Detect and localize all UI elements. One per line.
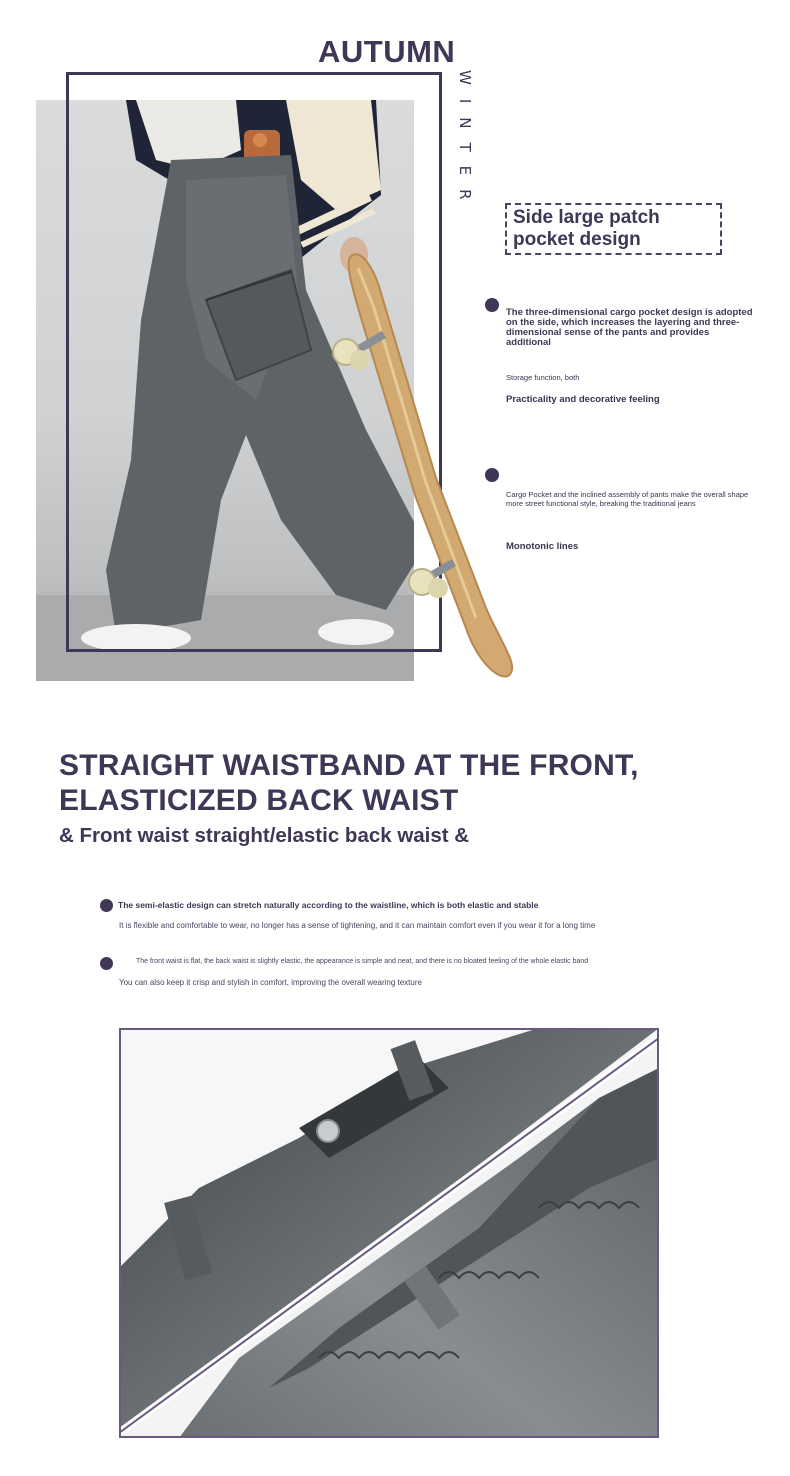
section-heading-line: ELASTICIZED BACK WAIST — [59, 784, 459, 817]
waist-point-title: The front waist is flat, the back waist is slightly elastic, the appearance is simple and neat, and there is no bloated feeling of the whole elastic band — [136, 958, 589, 965]
bullet-dot — [485, 298, 499, 312]
feature-point-note: Storage function, both — [506, 373, 580, 382]
feature-title-line: Side large patch — [513, 207, 660, 228]
feature-title-box — [505, 203, 722, 255]
bullet-dot — [100, 899, 113, 912]
section-heading-line: STRAIGHT WAISTBAND AT THE FRONT, — [59, 749, 639, 782]
skateboard-image — [326, 248, 526, 678]
waist-point-text: It is flexible and comfortable to wear, no longer has a sense of tightening, and it can maintain comfort even if you wear it for a long time — [119, 921, 596, 930]
feature-point-emphasis: Monotonic lines — [506, 541, 579, 552]
section-subheading: & Front waist straight/elastic back waist & — [59, 824, 470, 847]
season-vertical-label: WINTER — [456, 70, 474, 214]
season-title: AUTUMN — [318, 34, 456, 69]
bullet-dot — [100, 957, 113, 970]
feature-title-line: pocket design — [513, 229, 641, 250]
waist-point-title: The semi-elastic design can stretch naturally according to the waistline, which is both elastic and stable — [118, 900, 539, 910]
feature-point-text: Cargo Pocket and the inclined assembly of pants make the overall shape more street functional style, breaking the traditional jeans — [506, 490, 749, 508]
bullet-dot — [485, 468, 499, 482]
feature-point-emphasis: Practicality and decorative feeling — [506, 394, 660, 405]
section-heading — [59, 748, 639, 818]
feature-point-text: The three-dimensional cargo pocket design is adopted on the side, which increases the layering and three-dimensional sense of the pants and provides additional — [506, 307, 753, 348]
waistband-detail-photo — [119, 1028, 659, 1438]
waist-point-text: You can also keep it crisp and stylish in comfort, improving the overall wearing texture — [119, 978, 422, 987]
